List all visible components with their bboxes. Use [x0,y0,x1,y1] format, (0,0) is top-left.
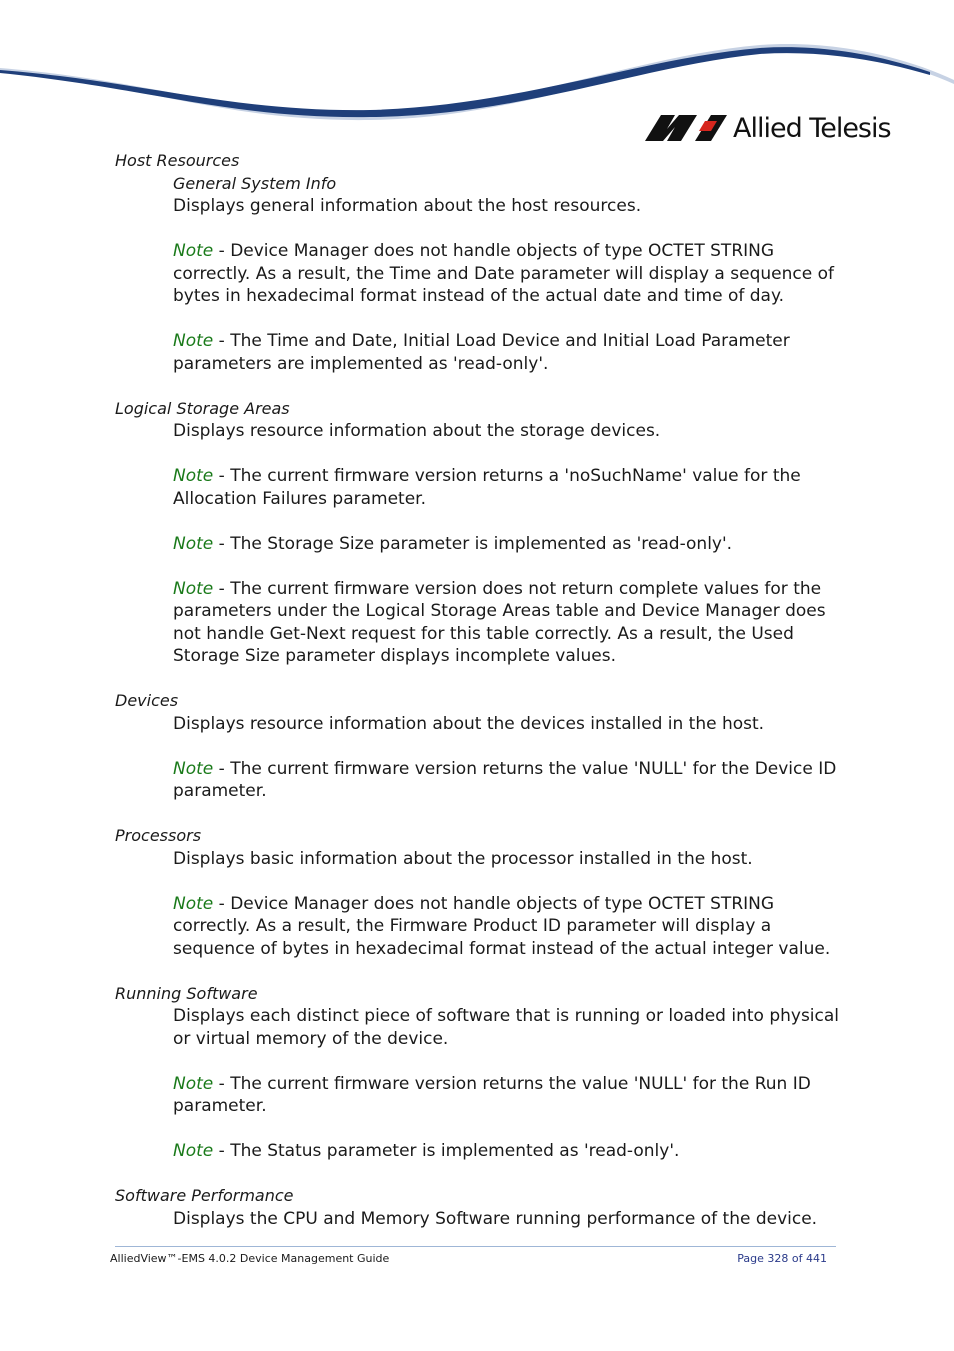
note-label: Note [173,331,214,351]
note-label: Note [173,1073,214,1094]
section-title-running-software: Running Software [115,983,258,1003]
allied-telesis-logo [645,108,891,148]
logo-text: Allied Telesis [733,112,891,144]
note-label: Note [173,893,214,914]
note-paragraph: Note - Device Manager does not handle objects of type OCTET STRING correctly. As a result, the Firmware Product ID parameter will display a sequence of bytes in hexadecimal format instead of the actual integer value. [173,893,831,959]
section-title-devices: Devices [115,691,179,710]
document-body [115,150,845,1230]
note-label: Note [173,578,214,599]
section-title-processors: Processors [115,826,202,845]
subsection-title-general-system-info: General System Info [173,173,337,193]
allied-telesis-mark-icon [645,113,727,143]
footer-page-number: Page 328 of 441 [737,1252,827,1265]
footer-divider [115,1246,836,1247]
section-title-logical-storage-areas: Logical Storage Areas [115,398,290,418]
note-label: Note [173,533,214,554]
note-paragraph: Note - The current firmware version returns the value 'NULL' for the Run ID parameter. [173,1073,811,1116]
note-label: Note [173,1141,214,1161]
note-label: Note [173,241,214,261]
note-paragraph: Note - The Time and Date, Initial Load Device and Initial Load Parameter parameters are implemented as 'read-only'. [173,331,790,374]
note-paragraph: Note - The Status parameter is implemented as 'read-only'. [173,1141,680,1161]
note-paragraph: Note - The current firmware version returns a 'noSuchName' value for the Allocation Failures parameter. [173,466,801,509]
note-label: Note [173,758,214,779]
section-description: Displays resource information about the devices installed in the host. [173,713,765,734]
note-label: Note [173,466,214,486]
note-paragraph: Note - Device Manager does not handle objects of type OCTET STRING correctly. As a result, the Time and Date parameter will display a sequence of bytes in hexadecimal format instead of the actual date and time of day. [173,241,834,306]
note-paragraph: Note - The Storage Size parameter is implemented as 'read-only'. [173,533,733,554]
section-description: Displays the CPU and Memory Software running performance of the device. [173,1208,818,1229]
note-paragraph: Note - The current firmware version does not return complete values for the parameters under the Logical Storage Areas table and Device Manager does not handle Get-Next request for this table correctly. As a result, the Used Storage Size parameter displays incomplete values. [173,578,826,666]
footer-doc-title: AlliedView™-EMS 4.0.2 Device Management Guide [110,1252,390,1265]
section-description: Displays resource information about the storage devices. [173,421,661,441]
section-description: Displays basic information about the processor installed in the host. [173,848,753,869]
section-description: Displays each distinct piece of software that is running or loaded into physical or virtual memory of the device. [173,1006,840,1049]
section-description: Displays general information about the host resources. [173,196,642,216]
note-paragraph: Note - The current firmware version returns the value 'NULL' for the Device ID parameter. [173,758,837,801]
section-title-software-performance: Software Performance [115,1186,294,1205]
section-title-host-resources: Host Resources [115,151,240,170]
